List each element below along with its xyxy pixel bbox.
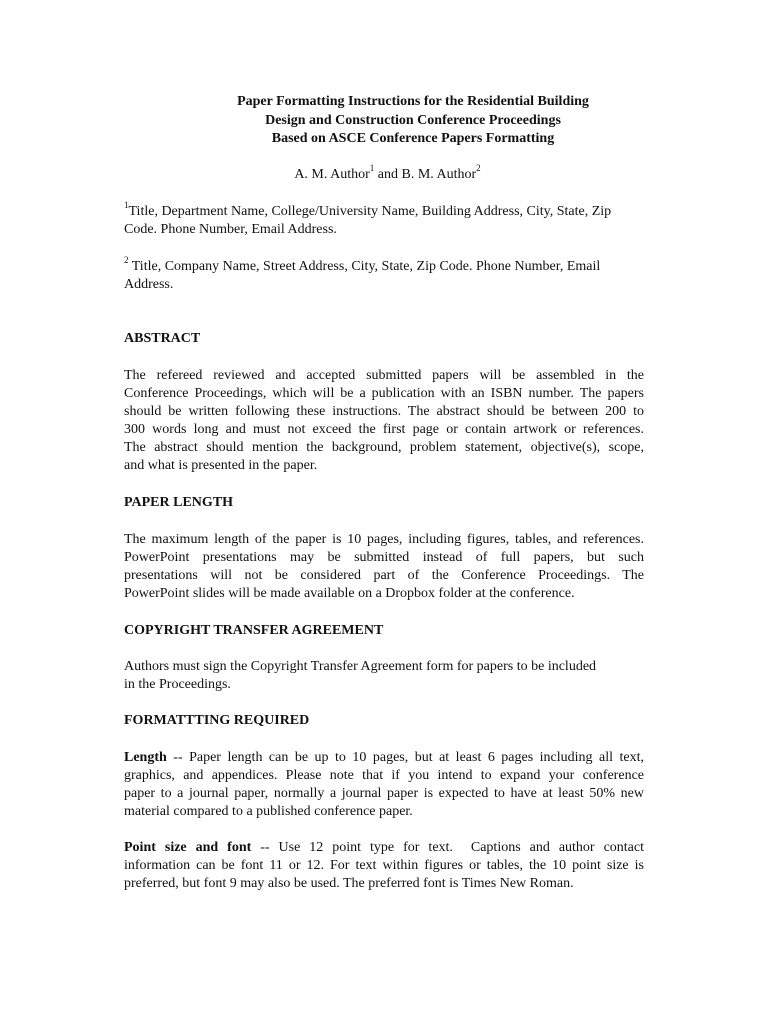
font-paragraph xyxy=(124,839,644,893)
copyright-paragraph xyxy=(124,658,644,694)
abstract-line: 300 words long and must not exceed the first page or contain artwork or references. xyxy=(124,422,644,437)
affiliation-2-line-2: Address. xyxy=(124,277,174,292)
title-line-3: Based on ASCE Conference Papers Formatting xyxy=(271,131,555,146)
paper-length-paragraph xyxy=(124,531,644,603)
paper-length-line: The maximum length of the paper is 10 pages, including figures, tables, and references. xyxy=(124,532,644,547)
affiliation-1-superscript: 1 xyxy=(124,200,129,211)
paper-length-line: presentations will not be considered part of the Conference Proceedings. The xyxy=(124,568,644,583)
length-lead: Length xyxy=(124,750,167,765)
affiliation-1-line-1: Title, Department Name, College/University Name, Building Address, City, State, Zip xyxy=(128,204,612,219)
abstract-line: should be written following these instructions. The abstract should be between 200 to xyxy=(124,404,644,419)
paper-title xyxy=(0,93,768,149)
copyright-line: in the Proceedings. xyxy=(124,677,231,692)
affiliation-1 xyxy=(124,200,644,239)
affiliation-2-line-1: Title, Company Name, Street Address, City, State, Zip Code. Phone Number, Email xyxy=(128,259,601,274)
author-2-superscript: 2 xyxy=(476,163,481,174)
font-line-1-rest: -- Use 12 point type for text. Captions and author contact xyxy=(251,840,644,855)
copyright-line: Authors must sign the Copyright Transfer Agreement form for papers to be included xyxy=(124,659,597,674)
length-line: material compared to a published conference paper. xyxy=(124,804,413,819)
author-line xyxy=(0,163,768,184)
length-line: graphics, and appendices. Please note that if you intend to expand your conference xyxy=(124,768,644,783)
author-1-name: A. M. Author xyxy=(294,167,370,182)
abstract-heading: ABSTRACT xyxy=(124,331,201,346)
font-lead: Point size and font xyxy=(124,840,252,855)
abstract-line: and what is presented in the paper. xyxy=(124,458,318,473)
author-2-name: B. M. Author xyxy=(401,167,477,182)
paper-length-line: PowerPoint presentations may be submitted instead of full papers, but such xyxy=(124,550,644,565)
abstract-line: The abstract should mention the background, problem statement, objective(s), scope, xyxy=(124,440,644,455)
abstract-line: Conference Proceedings, which will be a publication with an ISBN number. The papers xyxy=(124,386,644,401)
author-conjunction: and xyxy=(374,167,402,182)
affiliation-2-superscript: 2 xyxy=(124,255,129,266)
author-1-superscript: 1 xyxy=(369,163,375,174)
length-paragraph xyxy=(124,749,644,821)
length-line-1-rest: -- Paper length can be up to 10 pages, but at least 6 pages including all text, xyxy=(166,750,644,765)
formatting-heading: FORMATTTING REQUIRED xyxy=(124,713,310,728)
length-line: paper to a journal paper, normally a journal paper is expected to have at least 50% new xyxy=(124,786,644,801)
abstract-line: The refereed reviewed and accepted submitted papers will be assembled in the xyxy=(124,368,644,383)
paper-length-heading: PAPER LENGTH xyxy=(124,495,234,510)
font-line: information can be font 11 or 12. For text within figures or tables, the 10 point size is xyxy=(124,858,644,873)
affiliation-2 xyxy=(124,255,644,294)
title-line-2: Design and Construction Conference Proceedings xyxy=(265,112,561,128)
abstract-paragraph xyxy=(124,367,644,475)
title-line-1: Paper Formatting Instructions for the Residential Building xyxy=(237,94,589,109)
font-line: preferred, but font 9 may also be used. The preferred font is Times New Roman. xyxy=(124,876,574,891)
paper-length-line: PowerPoint slides will be made available on a Dropbox folder at the conference. xyxy=(124,586,575,601)
affiliation-1-line-2: Code. Phone Number, Email Address. xyxy=(124,222,337,237)
copyright-heading: COPYRIGHT TRANSFER AGREEMENT xyxy=(124,623,384,638)
